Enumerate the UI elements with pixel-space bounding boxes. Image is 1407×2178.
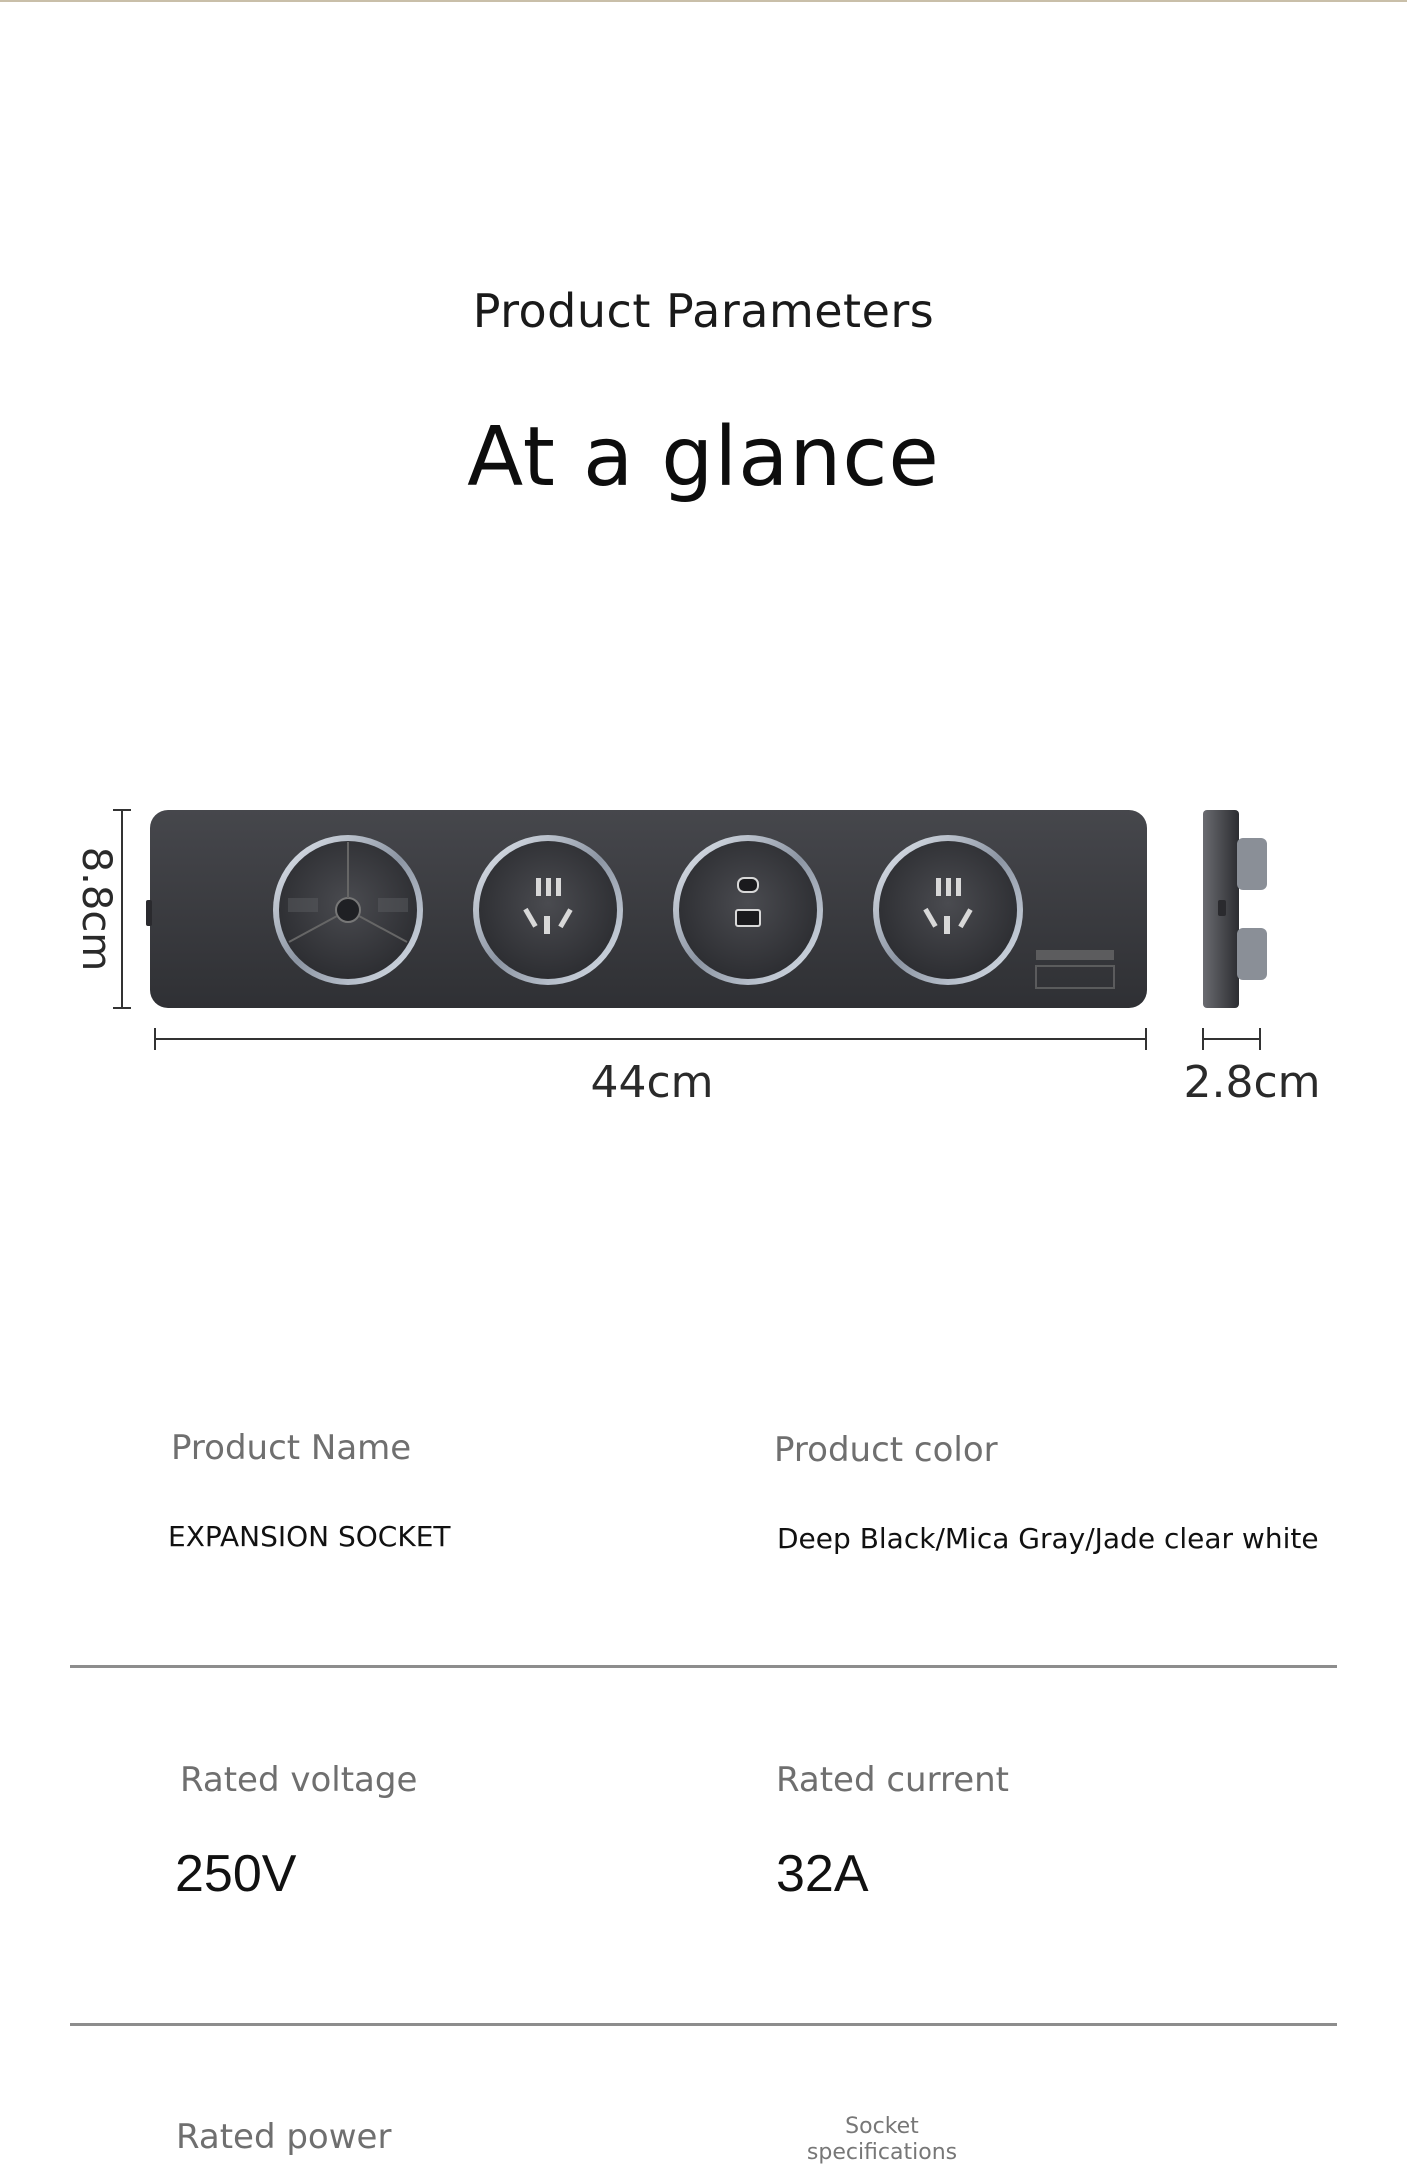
height-dimension (73, 810, 131, 1008)
page-title: At a glance (467, 410, 940, 505)
rated-voltage-value: 250V (175, 1845, 297, 1903)
rated-current-value: 32A (776, 1845, 869, 1903)
depth-label: 2.8cm (1183, 1057, 1321, 1108)
divider (70, 1665, 1337, 1668)
product-name-value: EXPANSION SOCKET (168, 1520, 451, 1553)
product-dimension-diagram (0, 790, 1407, 1130)
product-color-label: Product color (774, 1430, 998, 1470)
socket-spec-line-1: Socket (845, 2114, 919, 2139)
ac-socket-icon (473, 835, 623, 985)
rated-current-label: Rated current (776, 1760, 1010, 1800)
usb-port-icon (673, 835, 823, 985)
divider (70, 2023, 1337, 2026)
top-border (0, 0, 1407, 2)
product-color-value: Deep Black/Mica Gray/Jade clear white (777, 1522, 1319, 1555)
rated-voltage-label: Rated voltage (180, 1760, 418, 1800)
power-strip-side (1203, 810, 1267, 1008)
ac-socket-icon (873, 835, 1023, 985)
rated-power-label: Rated power (176, 2117, 392, 2157)
section-subtitle: Product Parameters (472, 284, 935, 338)
height-label: 8.8cm (73, 846, 119, 972)
socket-specifications-label (782, 2114, 982, 2166)
length-label: 44cm (590, 1057, 714, 1108)
length-dimension (155, 1028, 1146, 1108)
product-name-label: Product Name (171, 1428, 412, 1468)
depth-dimension (1183, 1028, 1320, 1108)
switch-knob-icon (273, 835, 423, 985)
socket-spec-line-2: specifications (806, 2140, 958, 2165)
power-strip-front (146, 810, 1147, 1008)
